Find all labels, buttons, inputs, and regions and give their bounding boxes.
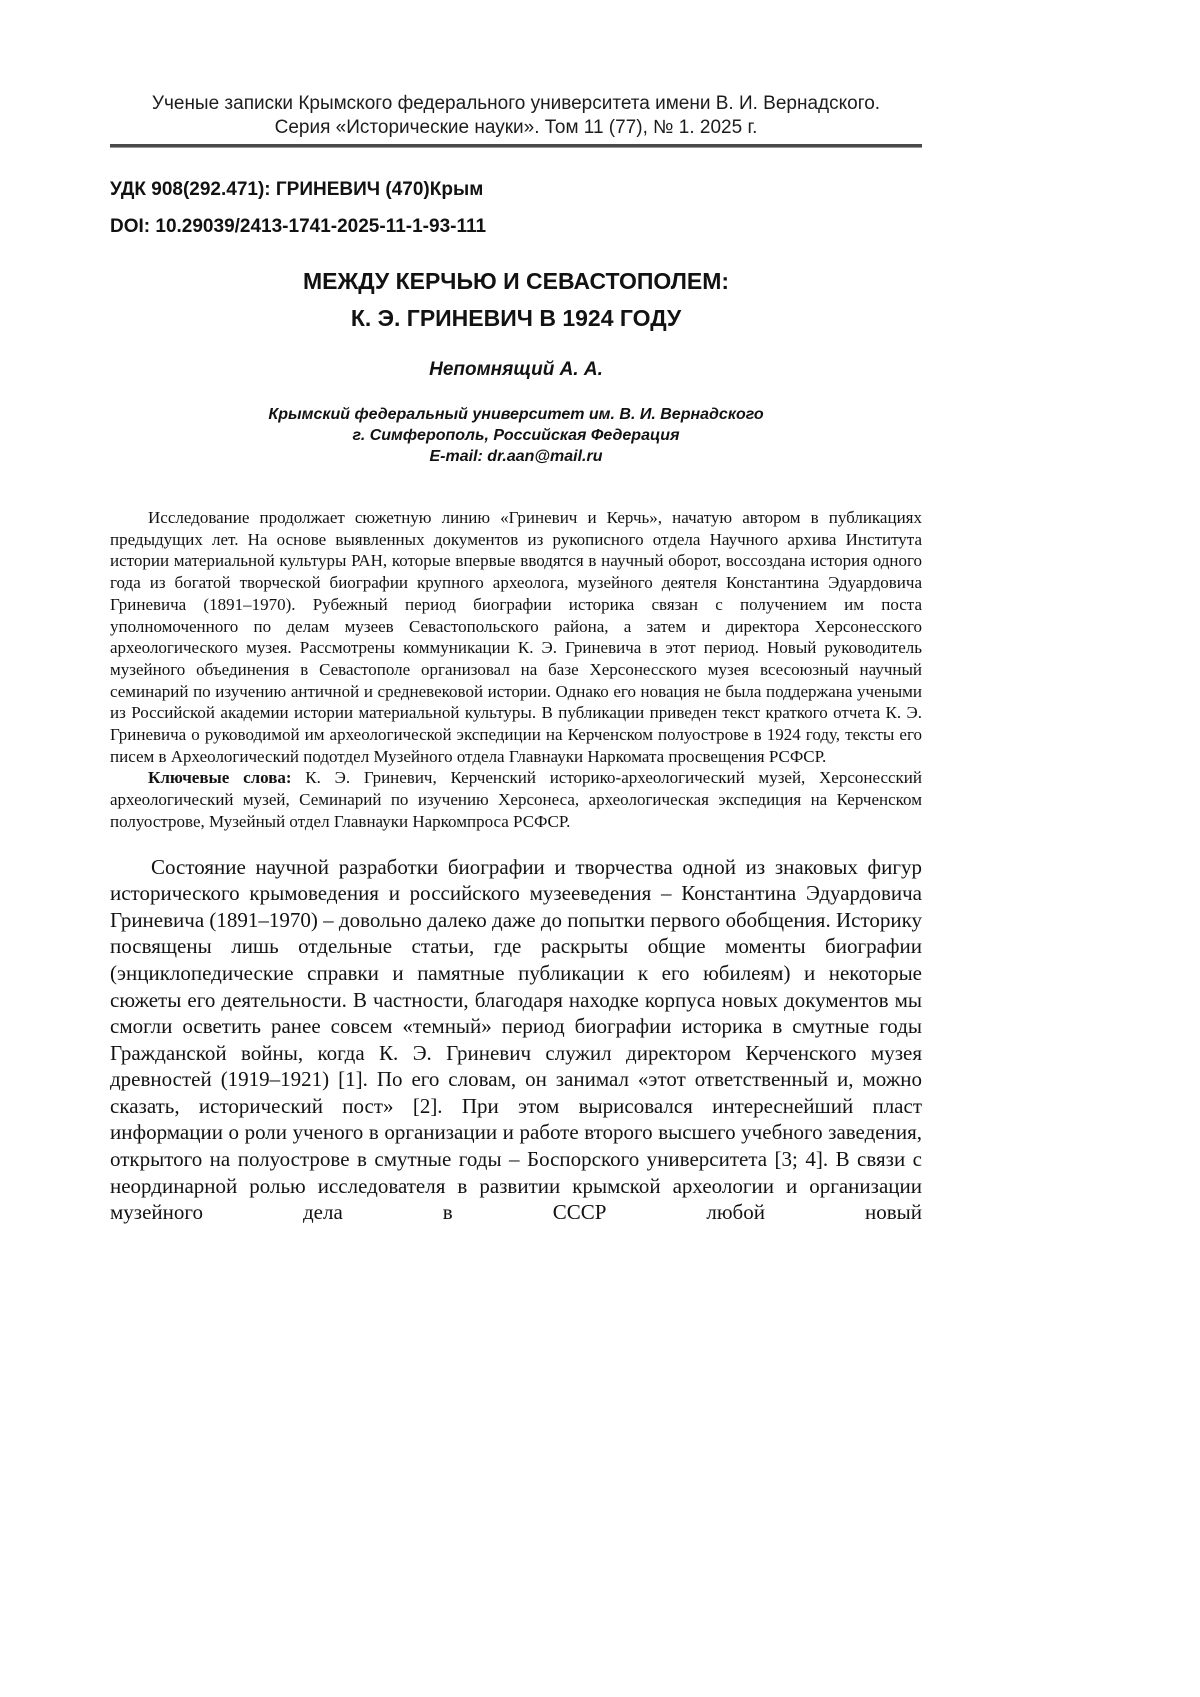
header-rule bbox=[110, 144, 922, 148]
journal-header-line2: Серия «Исторические науки». Том 11 (77), № 1. 2025 г. bbox=[274, 117, 758, 138]
affiliation-block bbox=[110, 404, 922, 467]
article-title bbox=[110, 267, 922, 332]
journal-header bbox=[110, 92, 922, 140]
keywords-paragraph bbox=[110, 767, 922, 832]
keywords-label: Ключевые слова: bbox=[148, 768, 292, 788]
affiliation-city: г. Симферополь, Российская Федерация bbox=[352, 427, 680, 444]
abstract-paragraph: Исследование продолжает сюжетную линию «Гриневич и Керчь», начатую автором в публикациях предыдущих лет. На основе выявленных документов из рукописного отдела Научного архива Института истории материальной культуры РАН, которые впервые вводятся в научный оборот, воссоздана история одного года из богатой творческой биографии крупного археолога, музейного деятеля Константина Эдуардовича Гриневича (1891–1970). Рубежный период биографии историка связан с получением им поста уполномоченного по делам музеев Севастопольского района, а затем и директора Херсонесского археологического музея. Рассмотрены коммуникации К. Э. Гриневича в этот период. Новый руководитель музейного объединения в Севастополе организовал на базе Херсонесского музея всесоюзный научный семинарий по изучению античной и средневековой истории. Однако его новация не была поддержана учеными из Российской академии истории материальной культуры. В публикации приведен текст краткого отчета К. Э. Гриневича о руководимой им археологической экспедиции на Керченском полуострове в 1924 году, тексты его писем в Археологический подотдел Музейного отдела Главнауки Наркомата просвещения РСФСР. bbox=[110, 508, 922, 766]
body-paragraph: Состояние научной разработки биографии и творчества одной из знаковых фигур исторического крымоведения и российского музееведения – Константина Эдуардовича Гриневича (1891–1970) – довольно далеко даже до попытки первого обобщения. Историку посвящены лишь отдельные статьи, где раскрыты общие моменты биографии (энциклопедические справки и памятные публикации к его юбилеям) и некоторые сюжеты его деятельности. В частности, благодаря находке корпуса новых документов мы смогли осветить ранее совсем «темный» период биографии историка в смутные годы Гражданской войны, когда К. Э. Гриневич служил директором Керченского музея древностей (1919–1921) [1]. По его словам, он занимал «этот ответственный и, можно сказать, исторический пост» [2]. При этом вырисовался интереснейший пласт информации о роли ученого в организации и работе второго высшего учебного заведения, открытого на полуострове в смутные годы – Боспорского университета [3; 4]. В связи с неординарной ролью исследователя в развитии крымской археологии и организации музейного дела в СССР любой новый bbox=[110, 854, 922, 1225]
author-name: Непомнящий А. А. bbox=[429, 359, 603, 380]
journal-header-line1: Ученые записки Крымского федерального университета имени В. И. Вернадского. bbox=[151, 93, 881, 114]
affiliation-email: E-mail: dr.aan@mail.ru bbox=[429, 448, 603, 465]
article-title-line1: МЕЖДУ КЕРЧЬЮ И СЕВАСТОПОЛЕМ: bbox=[302, 268, 730, 294]
page-content bbox=[110, 0, 922, 1226]
keywords-text: К. Э. Гриневич, Керченский историко-археологический музей, Херсонесский археологический музей, Семинарий по изучению Херсонеса, археологическая экспедиция на Керченском полуострове, Музейный отдел Главнауки Наркомпроса РСФСР. bbox=[110, 768, 923, 831]
udc-line: УДК 908(292.471): ГРИНЕВИЧ (470)Крым bbox=[110, 179, 484, 200]
affiliation-university: Крымский федеральный университет им. В. И. Вернадского bbox=[268, 406, 764, 423]
doi-line: DOI: 10.29039/2413-1741-2025-11-1-93-111 bbox=[110, 216, 487, 237]
article-title-line2: К. Э. ГРИНЕВИЧ В 1924 ГОДУ bbox=[350, 305, 682, 331]
